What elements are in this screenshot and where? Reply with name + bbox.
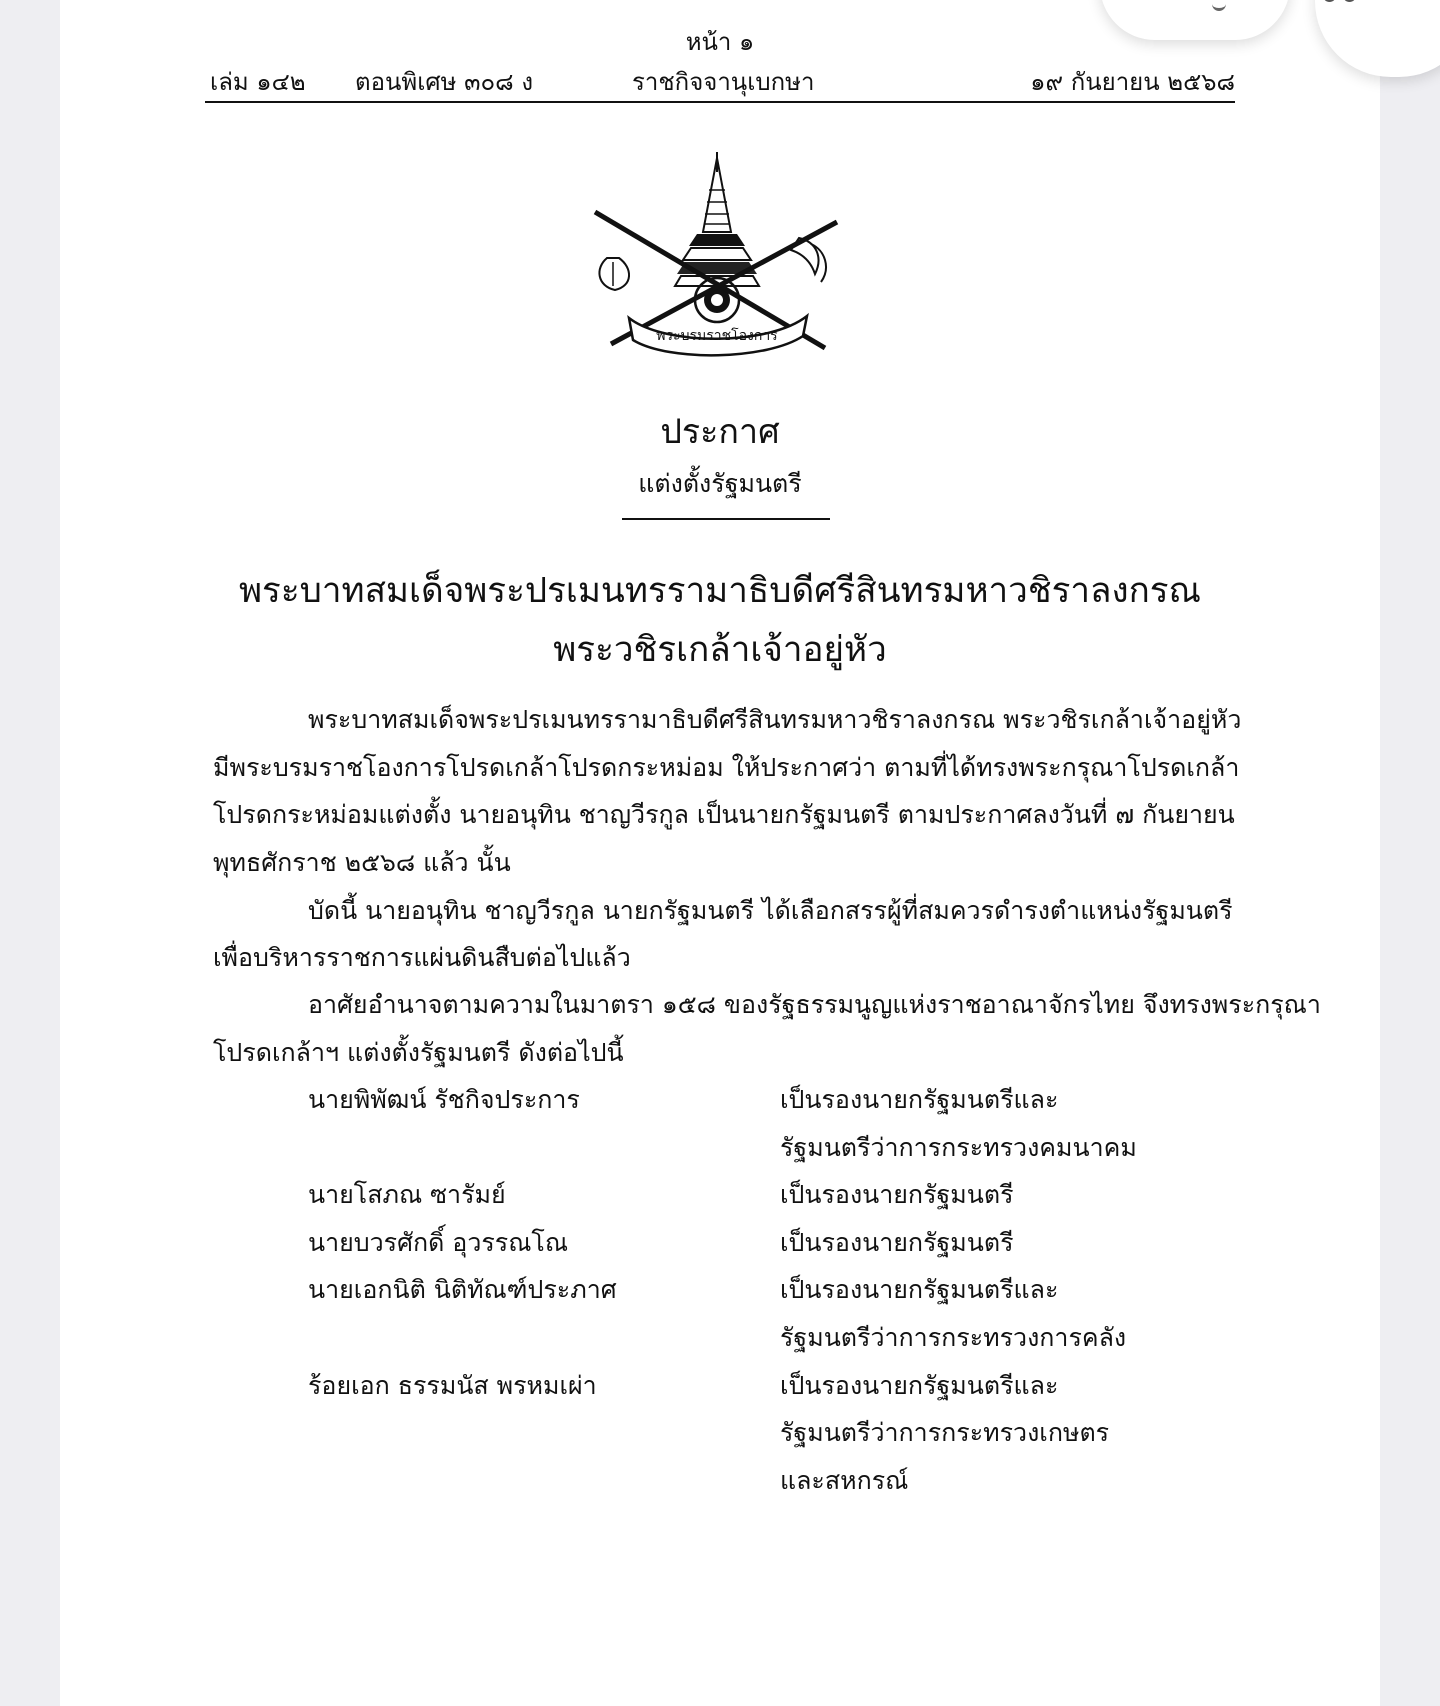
announcement-title: ประกาศ <box>660 412 780 452</box>
king-title-line-2: พระวชิรเกล้าเจ้าอยู่หัว <box>553 630 887 670</box>
page-number: หน้า ๑ <box>685 28 755 56</box>
royal-seal-emblem-icon <box>585 150 850 370</box>
volume-number: เล่ม ๑๔๒ <box>210 68 306 96</box>
emblem-inscription: พระบรมราชโองการ <box>656 328 778 344</box>
appointee-name: ร้อยเอก ธรรมนัส พรหมเผ่า <box>308 1371 597 1400</box>
appointee-position: รัฐมนตรีว่าการกระทรวงการคลัง <box>780 1323 1127 1352</box>
more-dots-icon <box>1343 0 1356 2</box>
paragraph-line: พุทธศักราช ๒๕๖๘ แล้ว นั้น <box>213 848 511 877</box>
paragraph-line: โปรดกระหม่อมแต่งตั้ง นายอนุทิน ชาญวีรกูล เป็นนายกรัฐมนตรี ตามประกาศลงวันที่ ๗ กันยายน <box>213 800 1235 829</box>
gazette-header <box>205 62 1235 94</box>
paragraph-line: อาศัยอำนาจตามความในมาตรา ๑๕๘ ของรัฐธรรมนูญแห่งราชอาณาจักรไทย จึงทรงพระกรุณา <box>308 990 1321 1019</box>
appointee-position: เป็นรองนายกรัฐมนตรีและ <box>780 1371 1059 1400</box>
paragraph-line: บัดนี้ นายอนุทิน ชาญวีรกูล นายกรัฐมนตรี ได้เลือกสรรผู้ที่สมควรดำรงตำแหน่งรัฐมนตรี <box>308 896 1233 925</box>
publication-name: ราชกิจจานุเบกษา <box>632 68 815 96</box>
appointee-position: เป็นรองนายกรัฐมนตรีและ <box>780 1275 1059 1304</box>
more-dots-icon <box>1323 0 1336 2</box>
appointee-position: รัฐมนตรีว่าการกระทรวงคมนาคม <box>780 1133 1137 1162</box>
appointee-position: เป็นรองนายกรัฐมนตรี <box>780 1228 1014 1257</box>
publication-date: ๑๙ กันยายน ๒๕๖๘ <box>1030 68 1235 96</box>
appointee-position: รัฐมนตรีว่าการกระทรวงเกษตร <box>780 1418 1110 1447</box>
appointee-name: นายพิพัฒน์ รัชกิจประการ <box>308 1085 580 1114</box>
paragraph-line: มีพระบรมราชโองการโปรดเกล้าโปรดกระหม่อม ให้ประกาศว่า ตามที่ได้ทรงพระกรุณาโปรดเกล้า <box>213 753 1240 782</box>
appointee-name: นายโสภณ ซารัมย์ <box>308 1180 506 1209</box>
king-title-line-1: พระบาทสมเด็จพระปรเมนทรรามาธิบดีศรีสินทรมหาวชิราลงกรณ <box>238 571 1202 611</box>
paragraph-line: เพื่อบริหารราชการแผ่นดินสืบต่อไปแล้ว <box>213 943 631 972</box>
title-rule <box>622 518 830 520</box>
header-rule <box>205 101 1235 103</box>
appointee-name: นายเอกนิติ นิติทัณฑ์ประภาศ <box>308 1275 617 1304</box>
paragraph-line: โปรดเกล้าฯ แต่งตั้งรัฐมนตรี ดังต่อไปนี้ <box>213 1038 624 1067</box>
appointee-position: เป็นรองนายกรัฐมนตรีและ <box>780 1085 1059 1114</box>
appointee-position: เป็นรองนายกรัฐมนตรี <box>780 1180 1014 1209</box>
announcement-subtitle: แต่งตั้งรัฐมนตรี <box>638 469 802 498</box>
section-number: ตอนพิเศษ ๓๐๘ ง <box>355 68 534 96</box>
appointee-name: นายบวรศักดิ์ อุวรรณโณ <box>308 1228 569 1257</box>
paragraph-line: พระบาทสมเด็จพระปรเมนทรรามาธิบดีศรีสินทรมหาวชิราลงกรณ พระวชิรเกล้าเจ้าอยู่หัว <box>308 705 1242 734</box>
appointee-position: และสหกรณ์ <box>780 1466 909 1495</box>
action-icon <box>1212 0 1226 11</box>
